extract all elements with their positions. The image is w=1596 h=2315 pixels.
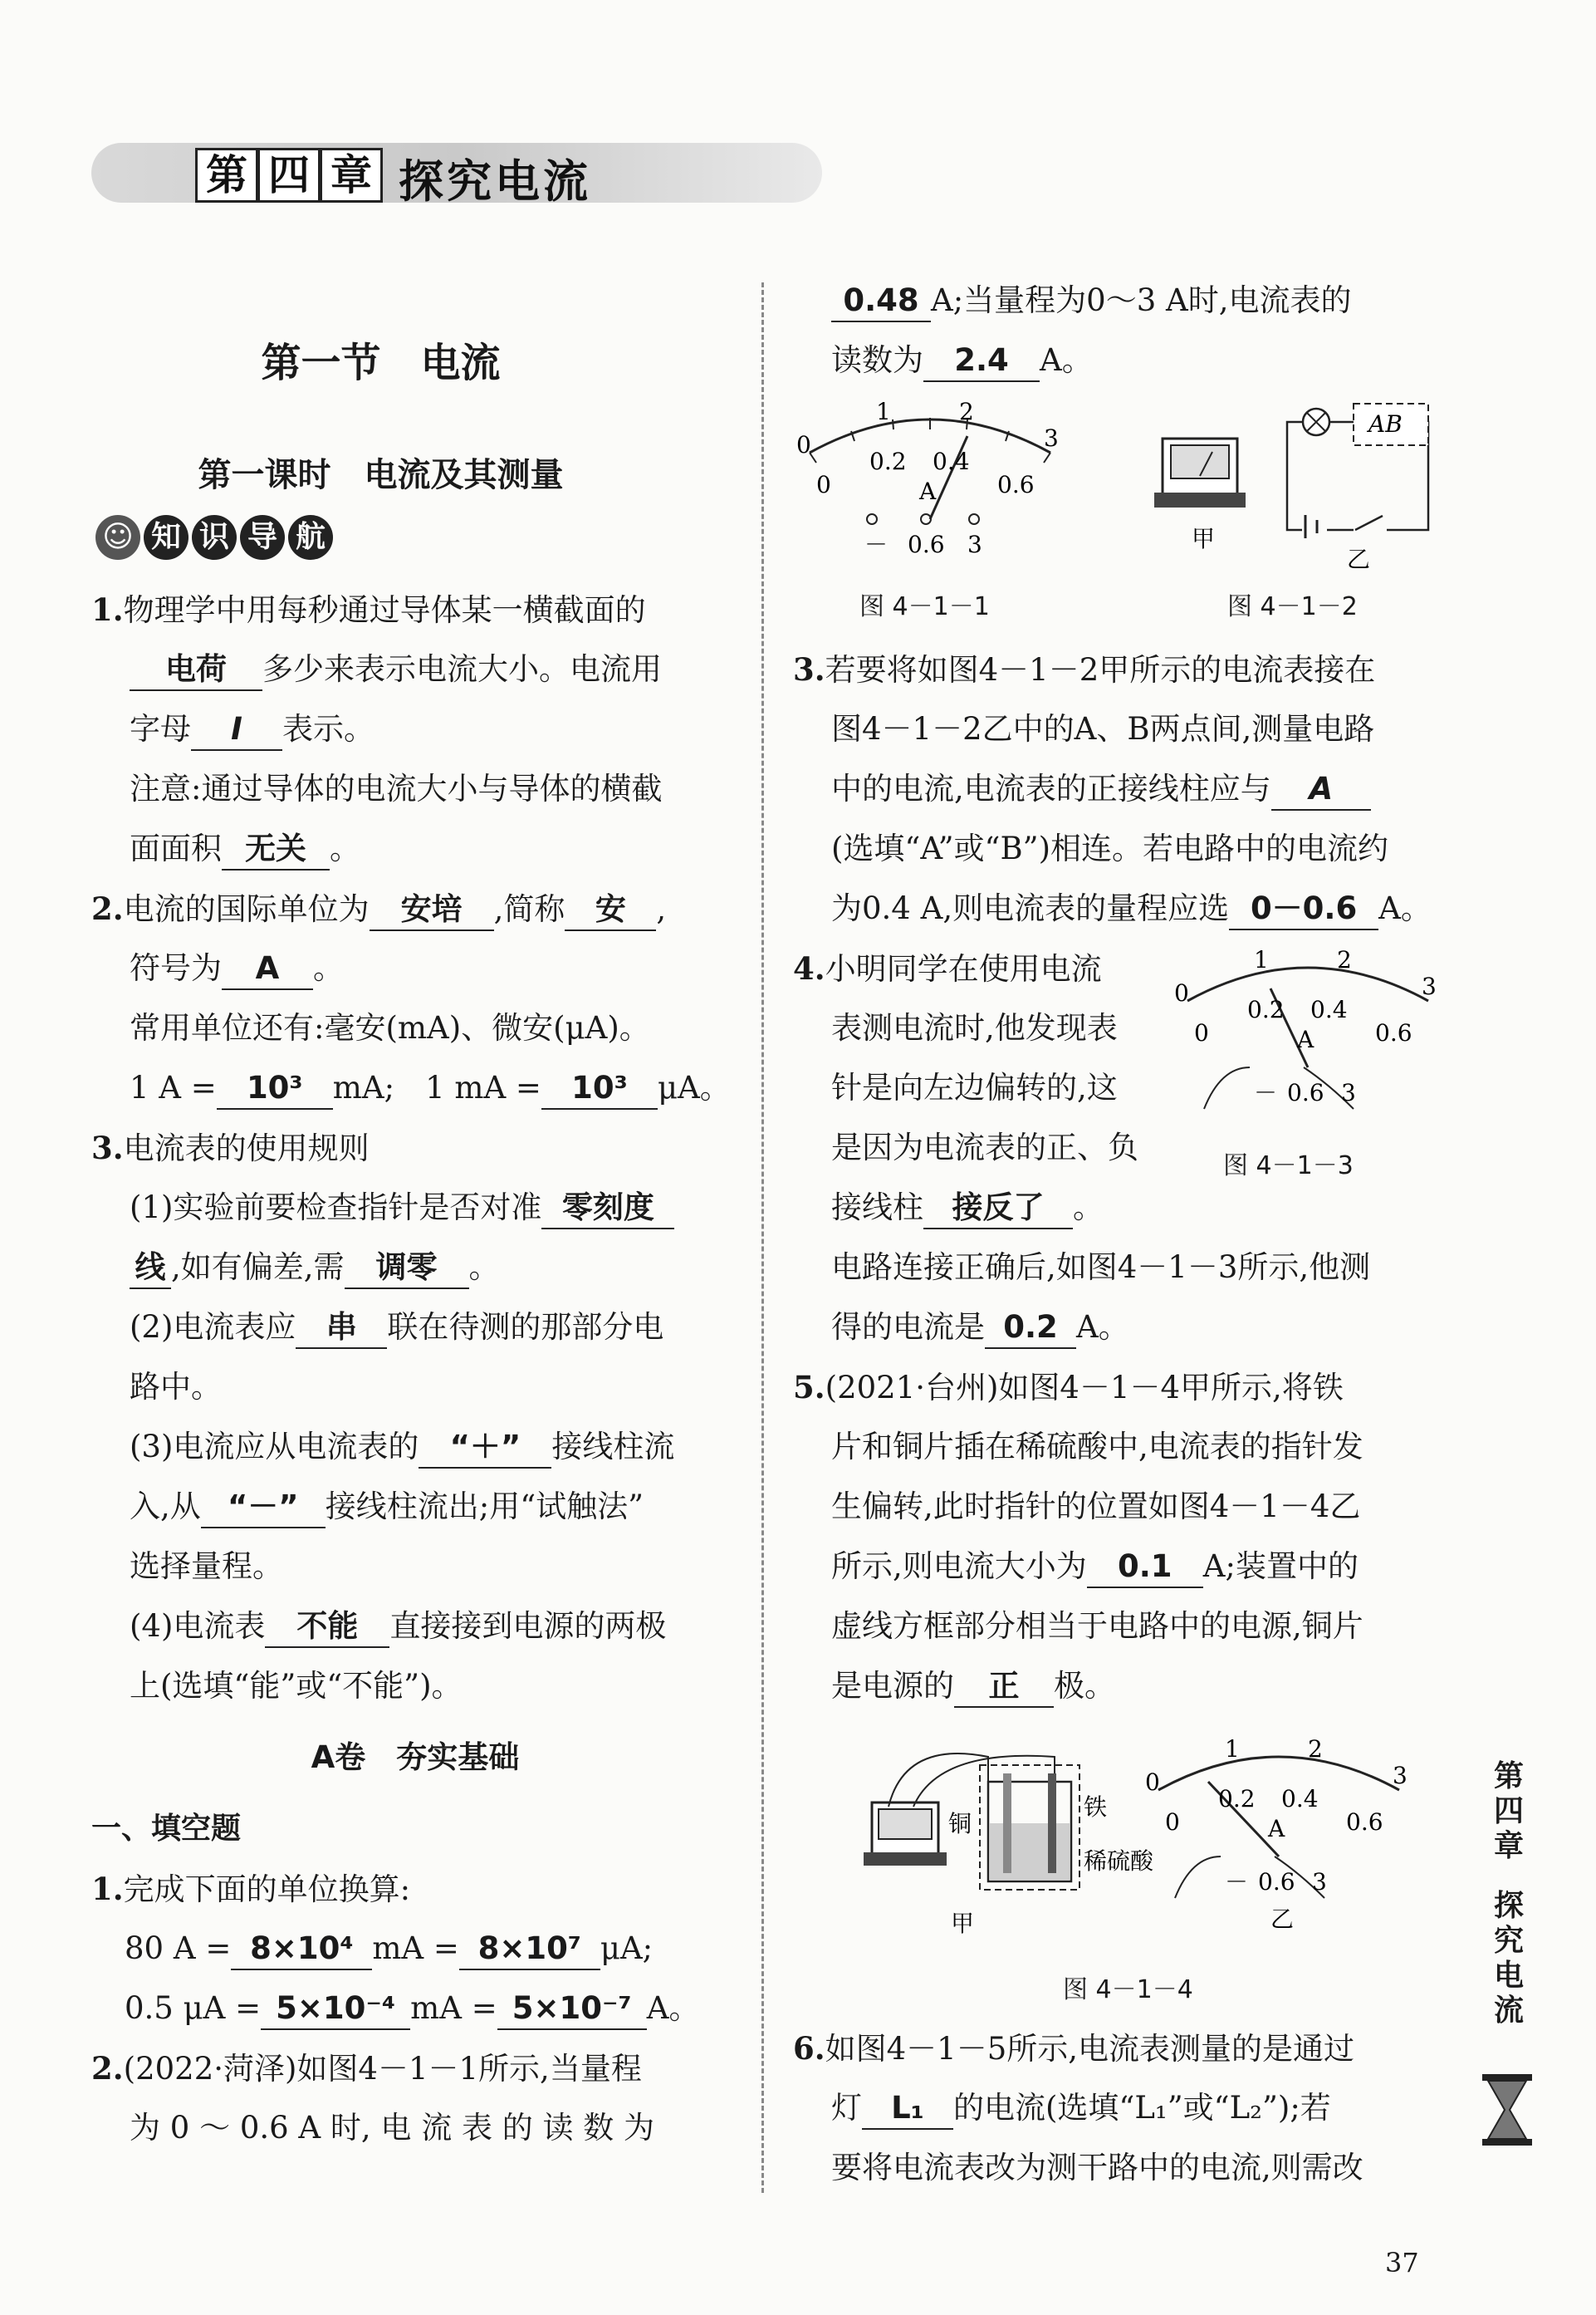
- terminal-06: 0.6: [1258, 1868, 1295, 1896]
- e1-text-d: mA =: [372, 1930, 459, 1966]
- e6-text-e: 要将电流表改为测干路中的电流,则需改: [831, 2150, 1363, 2185]
- e4-number: 4.: [793, 950, 825, 987]
- side-tab-char-1: 第: [1493, 1759, 1524, 1793]
- q1-line2: [91, 640, 739, 699]
- tick-top-3: 3: [1422, 973, 1437, 1000]
- nav-char-2: 识: [192, 515, 237, 560]
- e3-text-h: A。: [1378, 890, 1432, 926]
- e2-line1: [91, 2038, 739, 2098]
- e4-text-g: 。: [1073, 1189, 1104, 1225]
- chapter-char-2: 四: [257, 148, 321, 203]
- e5-line4: [793, 1537, 1457, 1596]
- q2-text-h: 。: [313, 950, 344, 986]
- q2-text-e: ,: [656, 891, 667, 927]
- e3-line5: [793, 879, 1457, 939]
- e1-text-i: mA =: [410, 1990, 497, 2026]
- e1-text-b: 80 A =: [125, 1930, 232, 1966]
- e2-line2: [91, 2098, 739, 2158]
- part1-title: 一、填空题: [91, 1812, 242, 1846]
- left-column: [91, 580, 739, 2158]
- e6-line2: [793, 2078, 1457, 2138]
- label-acid: 稀硫酸: [1084, 1847, 1154, 1875]
- e1-number: 1.: [91, 1871, 124, 1907]
- q3-text-j: 联在待测的那部分电: [387, 1309, 664, 1345]
- terminal-neg: －: [1254, 1079, 1278, 1106]
- tick-top-3: 3: [1393, 1762, 1408, 1789]
- e6-text-a: 如图4－1－5所示,电流表测量的是通过: [825, 2031, 1355, 2067]
- q1-answer-charge: 电荷: [130, 650, 262, 691]
- e3-line3: [793, 759, 1457, 819]
- e5-text-c: 生偏转,此时指针的位置如图4－1－4乙: [831, 1489, 1361, 1524]
- terminal-3: 3: [1312, 1868, 1327, 1896]
- dial-arc: [1158, 1757, 1399, 1790]
- e4-line4: [793, 1118, 1208, 1178]
- e5-line2: [793, 1417, 1457, 1477]
- tick-top-2: 2: [959, 398, 974, 425]
- q1-line3: [91, 699, 739, 759]
- side-tab-char-7: 流: [1493, 1994, 1524, 2028]
- e5-text-j: 极。: [1054, 1668, 1115, 1704]
- figure-4-1-4-jia: [855, 1724, 1154, 1940]
- dial-unit: A: [1297, 1026, 1314, 1053]
- paper-a-title: A卷 夯实基础: [311, 1739, 520, 1775]
- e4-text-i: 得的电流是: [831, 1309, 985, 1345]
- fig414-label-yi: 乙: [1270, 1905, 1295, 1933]
- e4-text-c: 针是向左边偏转的,这: [831, 1070, 1118, 1106]
- nav-char-1: 知: [144, 515, 188, 560]
- e1-text-k: A。: [646, 1990, 700, 2026]
- q1-line4: [91, 759, 739, 819]
- e1-line3: [91, 1979, 739, 2038]
- terminal-3: 3: [1341, 1079, 1356, 1106]
- tick-bottom-04: 0.4: [933, 448, 970, 475]
- q3-answer-zero: 零刻度: [541, 1188, 674, 1229]
- e4-text-d: 是因为电流表的正、负: [831, 1130, 1138, 1165]
- e3-text-e: (选填“A”或“B”)相连。若电路中的电流约: [831, 831, 1389, 866]
- q3-text-s: (4)电流表: [130, 1608, 266, 1644]
- e3-text-b: 图4－1－2乙中的A、B两点间,测量电路: [831, 711, 1375, 747]
- e4-text-e: 接线柱: [831, 1189, 923, 1225]
- e3-text-c: 中的电流,电流表的正接线柱应与: [831, 771, 1271, 807]
- e3-line1: [793, 640, 1457, 699]
- e2-text-b: 为 0 ～ 0.6 A 时, 电 流 表 的 读 数 为: [130, 2110, 654, 2146]
- e2-number: 2.: [91, 2050, 124, 2087]
- q2-number: 2.: [91, 890, 124, 927]
- e6-number: 6.: [793, 2030, 825, 2067]
- q2-text-c: ,简称: [493, 891, 565, 927]
- q2-answer-ua: 10³: [541, 1068, 658, 1110]
- terminal-neg: －: [864, 531, 889, 558]
- q2-text-a: 电流的国际单位为: [123, 891, 370, 927]
- e2c-text-e: A。: [1040, 342, 1093, 378]
- e4-line1: [793, 939, 1208, 998]
- q3-answer-line: 线: [130, 1248, 171, 1289]
- q3-text-g: 。: [468, 1249, 500, 1285]
- e3-text-a: 若要将如图4－1－2甲所示的电流表接在: [825, 652, 1376, 688]
- right-column-e6: [793, 2018, 1457, 2198]
- e3-number: 3.: [793, 651, 825, 688]
- e4-text-h: 电路连接正确后,如图4－1－3所示,他测: [831, 1249, 1371, 1285]
- chapter-title: 探究电流: [399, 155, 591, 208]
- q3-line9: [91, 1596, 739, 1656]
- figure-4-1-3: [1171, 943, 1445, 1126]
- e6-text-d: 的电流(选填“L₁”或“L₂”);若: [953, 2090, 1331, 2126]
- right-column-e4: [793, 939, 1208, 1238]
- q2-line1: [91, 879, 739, 939]
- tick-bottom-06: 0.6: [1346, 1808, 1383, 1836]
- nav-mascot-icon: ☺: [95, 515, 140, 560]
- q2-text-n: μA。: [657, 1070, 731, 1106]
- e4-text-k: A。: [1076, 1309, 1129, 1345]
- side-tab-gap: [1482, 1864, 1535, 1889]
- side-tab-char-4: 探: [1493, 1889, 1524, 1923]
- e5-answer-positive: 正: [954, 1666, 1054, 1708]
- tick-top-1: 1: [876, 398, 891, 425]
- q1-line5: [91, 819, 739, 879]
- q3-line3: [91, 1238, 739, 1297]
- q3-line7: [91, 1477, 739, 1537]
- q1-text-j: 。: [330, 831, 360, 866]
- q2-line2: [91, 939, 739, 998]
- e4-text-b: 表测电流时,他发现表: [831, 1010, 1118, 1046]
- fig412-label-jia: 甲: [1192, 525, 1216, 552]
- q1-text-d: 字母: [130, 711, 191, 747]
- q3-text-v: 上(选填“能”或“不能”)。: [130, 1668, 463, 1704]
- q1-answer-symbol: I: [191, 709, 282, 751]
- q1-text-h: 面面积: [130, 831, 222, 866]
- figure-4-1-4-yi: [1142, 1732, 1416, 1931]
- tick-top-2: 2: [1337, 946, 1352, 974]
- q3-text-l: (3)电流应从电流表的: [130, 1429, 419, 1464]
- q1-text-f: 表示。: [282, 711, 375, 747]
- e4-line7: [793, 1297, 1457, 1357]
- lesson-title: 第一课时 电流及其测量: [198, 456, 564, 494]
- tick-bottom-06: 0.6: [997, 471, 1035, 498]
- side-tab-char-3: 章: [1493, 1829, 1524, 1863]
- side-chapter-tab: [1482, 1759, 1535, 2028]
- label-copper: 铜: [948, 1810, 972, 1837]
- e5-text-h: 是电源的: [831, 1668, 954, 1704]
- label-iron: 铁: [1084, 1793, 1108, 1821]
- side-tab-char-2: 四: [1493, 1794, 1524, 1828]
- q2-answer-symbol: A: [222, 949, 313, 990]
- e5-line5: [793, 1596, 1457, 1656]
- e1-text-f: μA;: [600, 1930, 654, 1966]
- q3-text-a: 电流表的使用规则: [123, 1131, 370, 1166]
- hourglass-icon: [1478, 2072, 1536, 2147]
- caption-4-1-3: 图 4－1－3: [1223, 1151, 1354, 1180]
- q1-answer-unrelated: 无关: [222, 829, 330, 871]
- q2-answer-an: 安: [565, 890, 656, 931]
- e1-answer-3: 5×10⁻⁴: [261, 1989, 410, 2030]
- q3-line4: [91, 1297, 739, 1357]
- tick-bottom-06: 0.6: [1375, 1019, 1412, 1047]
- e6-text-b: 灯: [831, 2090, 862, 2126]
- q2-line4: [91, 1058, 739, 1118]
- e1-line1: [91, 1859, 739, 1919]
- figure-4-1-1: [793, 395, 1067, 586]
- fig412-label-yi: 乙: [1347, 546, 1371, 573]
- column-divider: [761, 282, 764, 2193]
- q2-line3: [91, 998, 739, 1058]
- q3-line2: [91, 1178, 739, 1238]
- tick-bottom-0: 0: [1194, 1019, 1209, 1047]
- q2-text-f: 符号为: [130, 950, 222, 986]
- terminal-06: 0.6: [1287, 1079, 1324, 1106]
- side-tab-char-6: 电: [1493, 1959, 1524, 1993]
- q3-text-u: 直接接到电源的两极: [389, 1608, 667, 1644]
- side-tab-char-5: 究: [1493, 1924, 1524, 1958]
- q3-answer-adjust: 调零: [345, 1248, 469, 1289]
- tick-top-3: 3: [1044, 424, 1059, 452]
- e2-answer-2: 2.4: [923, 341, 1040, 382]
- q1-text-c: 多少来表示电流大小。电流用: [262, 651, 662, 687]
- e1-text-g: 0.5 μA =: [125, 1990, 262, 2026]
- right-column-top: [793, 271, 1457, 390]
- e4-line3: [793, 1058, 1208, 1118]
- tick-bottom-02: 0.2: [1247, 996, 1285, 1023]
- q3-answer-minus: “－”: [201, 1487, 326, 1528]
- e1-answer-1: 8×10⁴: [231, 1929, 372, 1970]
- q3-line10: [91, 1656, 739, 1716]
- e6-line1: [793, 2018, 1457, 2078]
- e5-line3: [793, 1477, 1457, 1537]
- wire-neg: [1204, 1067, 1250, 1109]
- e5-line1: [793, 1357, 1457, 1417]
- q3-text-n: 接线柱流: [551, 1429, 675, 1464]
- iron-plate: [1048, 1773, 1056, 1873]
- q2-answer-ma: 10³: [217, 1068, 333, 1110]
- e5-text-g: 虚线方框部分相当于电路中的电源,铜片: [831, 1608, 1363, 1644]
- terminal-3: 3: [967, 531, 982, 558]
- q3-text-k: 路中。: [130, 1369, 222, 1405]
- e1-line2: [91, 1919, 739, 1979]
- e3-line4: [793, 819, 1457, 879]
- e3-line2: [793, 699, 1457, 759]
- q3-text-o: 入,从: [130, 1489, 201, 1524]
- copper-plate: [1003, 1773, 1011, 1873]
- chapter-char-3: 章: [320, 148, 383, 203]
- ammeter-base: [1154, 493, 1246, 508]
- q3-text-e: ,如有偏差,需: [171, 1249, 345, 1285]
- tick-top-0: 0: [1145, 1768, 1160, 1796]
- dial-unit: A: [1268, 1815, 1285, 1842]
- q3-number: 3.: [91, 1130, 124, 1166]
- e2-text-a: (2022·菏泽)如图4－1－1所示,当量程: [123, 2051, 642, 2087]
- q3-text-r: 选择量程。: [130, 1548, 283, 1584]
- tick-bottom-04: 0.4: [1310, 996, 1348, 1023]
- tick-top-1: 1: [1225, 1735, 1240, 1763]
- q3-answer-cannot: 不能: [265, 1606, 389, 1648]
- nav-char-4: 航: [288, 515, 333, 560]
- e4-line6: [793, 1238, 1457, 1297]
- q1-text-a: 物理学中用每秒通过导体某一横截面的: [123, 592, 646, 628]
- caption-4-1-4: 图 4－1－4: [1063, 1975, 1193, 2004]
- e2c-text-b: A;当量程为0～3 A时,电流表的: [931, 282, 1352, 318]
- e5-text-f: A;装置中的: [1202, 1548, 1359, 1584]
- right-column-e4b: [793, 1238, 1457, 1716]
- q2-text-l: mA; 1 mA =: [332, 1070, 541, 1106]
- tick-bottom-02: 0.2: [1218, 1785, 1256, 1812]
- chapter-char-1: 第: [195, 148, 258, 203]
- e5-answer-current: 0.1: [1087, 1547, 1203, 1588]
- dial-arc: [1187, 968, 1428, 1001]
- e3-text-f: 为0.4 A,则电流表的量程应选: [831, 890, 1230, 926]
- e1-answer-2: 8×10⁷: [459, 1929, 600, 1970]
- q3-line6: [91, 1417, 739, 1477]
- dial-ticks: [810, 418, 1050, 463]
- nav-char-3: 导: [240, 515, 285, 560]
- fig414-label-jia: 甲: [951, 1910, 975, 1937]
- tick-top-0: 0: [796, 431, 811, 459]
- e2-answer-1: 0.48: [831, 281, 931, 322]
- caption-4-1-2: 图 4－1－2: [1227, 592, 1358, 621]
- q3-text-h: (2)电流表应: [130, 1309, 296, 1345]
- e5-text-d: 所示,则电流大小为: [831, 1548, 1087, 1584]
- e2c-line2: [793, 331, 1457, 390]
- tick-bottom-02: 0.2: [869, 448, 907, 475]
- e3-answer-range: 0－0.6: [1229, 889, 1378, 930]
- e4-line2: [793, 998, 1208, 1058]
- e4-answer-reversed: 接反了: [923, 1188, 1073, 1229]
- terminal-neg: －: [1225, 1868, 1249, 1896]
- q2-text-j: 1 A =: [130, 1070, 217, 1106]
- e1-text-a: 完成下面的单位换算:: [123, 1871, 411, 1907]
- e4-text-a: 小明同学在使用电流: [825, 951, 1102, 987]
- q3-text-b: (1)实验前要检查指针是否对准: [130, 1189, 542, 1225]
- q2-text-i: 常用单位还有:毫安(mA)、微安(μA)。: [130, 1010, 650, 1046]
- tick-top-1: 1: [1254, 946, 1269, 974]
- q2-answer-ampere: 安培: [370, 890, 494, 931]
- right-column-e3: [793, 640, 1457, 939]
- figure-4-1-2: [1146, 397, 1445, 580]
- q3-answer-series: 串: [296, 1307, 387, 1349]
- tick-top-0: 0: [1174, 979, 1189, 1007]
- page-number: 37: [1385, 2247, 1419, 2278]
- q1-number: 1.: [91, 591, 124, 628]
- e2c-text-c: 读数为: [831, 342, 923, 378]
- e5-text-b: 片和铜片插在稀硫酸中,电流表的指针发: [831, 1429, 1363, 1464]
- q3-line1: [91, 1118, 739, 1178]
- section-title: 第一节 电流: [261, 340, 501, 386]
- q1-note: 注意:通过导体的电流大小与导体的横截: [130, 771, 663, 807]
- q3-text-q: 接线柱流出;用“试触法”: [325, 1489, 644, 1524]
- q3-line5: [91, 1357, 739, 1417]
- e6-answer-lamp: L₁: [862, 2088, 953, 2130]
- tick-top-2: 2: [1308, 1735, 1323, 1763]
- tick-bottom-0: 0: [816, 471, 831, 498]
- e4-answer-current: 0.2: [985, 1307, 1076, 1349]
- e1-answer-4: 5×10⁻⁷: [497, 1989, 647, 2030]
- fig412-label-ab: AB: [1368, 410, 1403, 438]
- dial-unit: A: [919, 478, 937, 505]
- e6-line3: [793, 2138, 1457, 2198]
- q1-line1: [91, 580, 739, 640]
- caption-4-1-1: 图 4－1－1: [859, 592, 990, 621]
- e5-text-a: (2021·台州)如图4－1－4甲所示,将铁: [825, 1370, 1344, 1405]
- e2c-line1: [793, 271, 1457, 331]
- q3-answer-plus: “＋”: [419, 1427, 551, 1469]
- tick-bottom-04: 0.4: [1281, 1785, 1319, 1812]
- e5-line6: [793, 1656, 1457, 1716]
- e3-answer-terminal: A: [1271, 769, 1371, 811]
- e4-line5: [793, 1178, 1208, 1238]
- e5-number: 5.: [793, 1369, 825, 1405]
- tick-bottom-0: 0: [1165, 1808, 1180, 1836]
- terminal-06: 0.6: [908, 531, 945, 558]
- q3-line8: [91, 1537, 739, 1596]
- knowledge-nav-badge: [95, 508, 333, 566]
